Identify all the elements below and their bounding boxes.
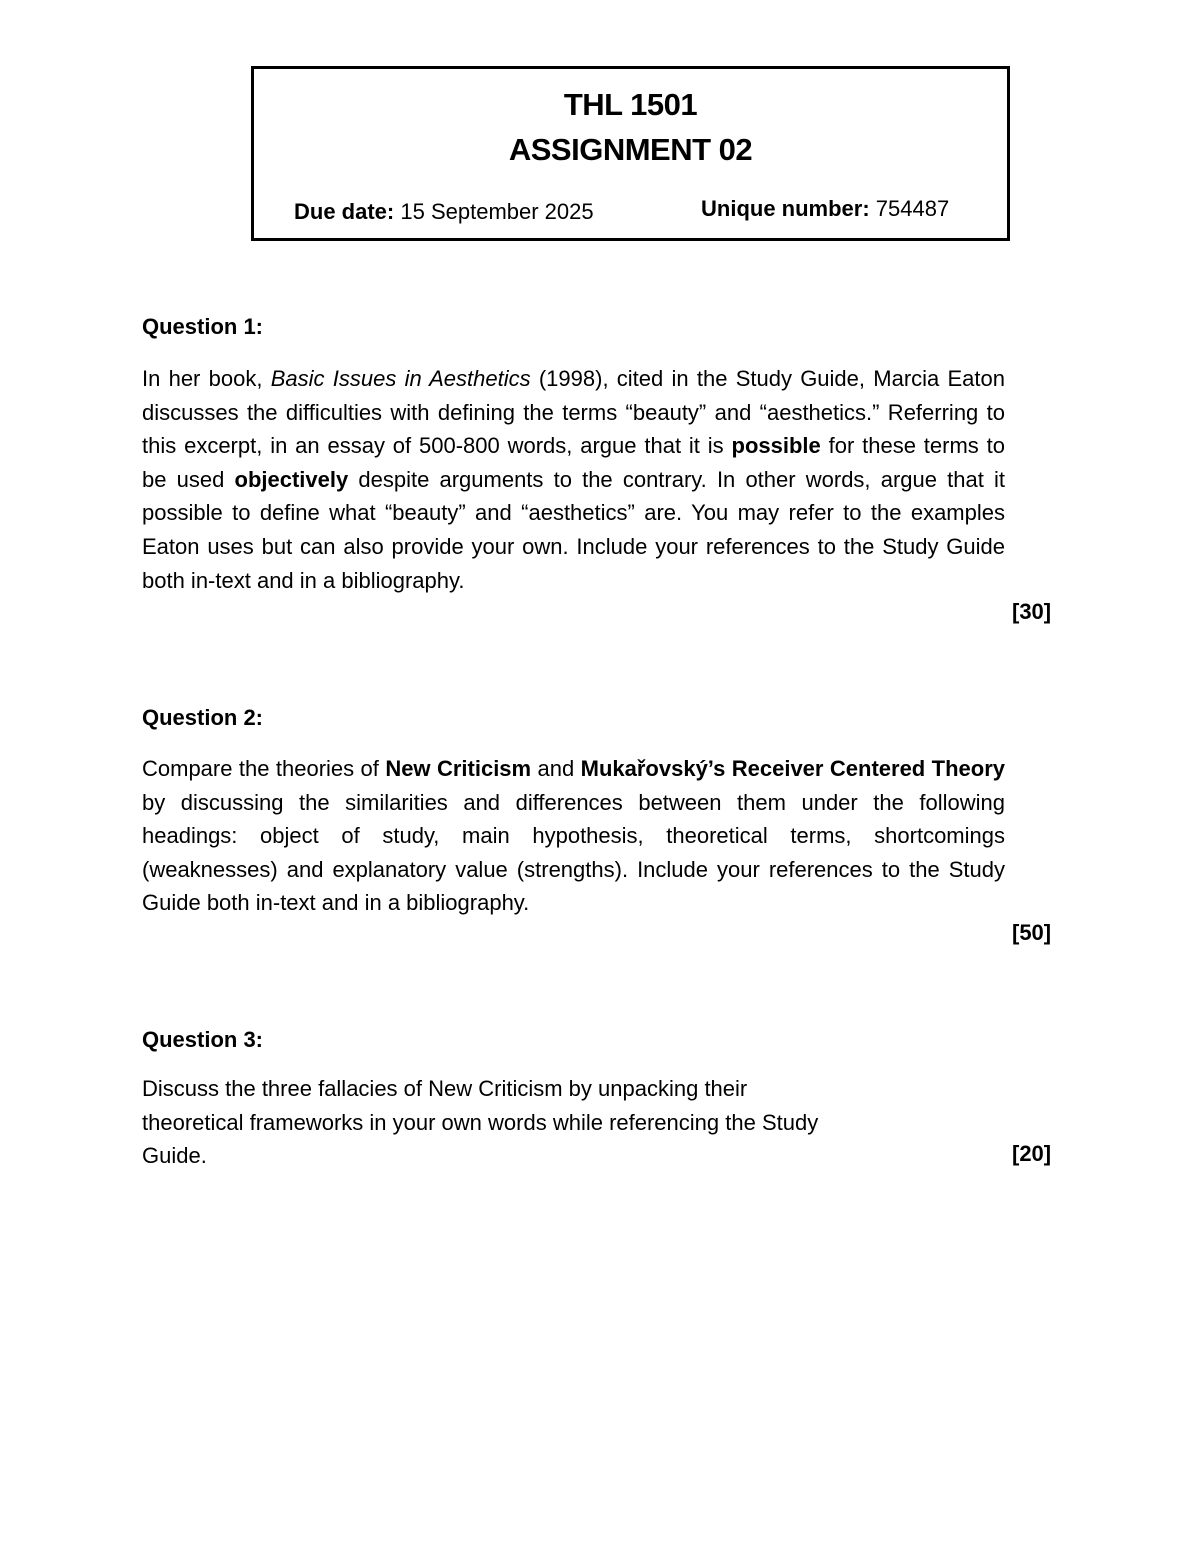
question-2-text — [142, 752, 1005, 920]
due-date-label: Due date: — [294, 199, 395, 224]
q1-text-2: (1998), cited in the Study Guide, Marcia Eaton discusses the difficulties with defining the terms “beauty” and “aesthetics.” Referring to this excerpt, in an essay of 500-800 words, argue that it is — [142, 366, 1006, 459]
question-1-title: Question 1: — [142, 314, 264, 339]
assignment-header-box — [251, 66, 1010, 241]
due-date-value: 15 September 2025 — [394, 199, 594, 224]
q1-text-3: for these terms to be used — [142, 433, 1005, 492]
q3-line-2: theoretical frameworks in your own words while referencing the Study — [142, 1109, 819, 1135]
unique-number-label: Unique number: — [701, 196, 870, 221]
q1-bold-possible: possible — [731, 433, 821, 459]
question-2-marks: [50] — [1012, 920, 1052, 945]
q2-bold-new-criticism: New Criticism — [385, 756, 532, 781]
question-3-title: Question 3: — [142, 1027, 264, 1052]
assignment-title: ASSIGNMENT 02 — [508, 132, 753, 167]
question-2-title: Question 2: — [142, 705, 264, 730]
q2-bold-receiver-theory: Mukařovský’s Receiver Centered Theory — [580, 756, 1005, 781]
q3-line-1: Discuss the three fallacies of New Criticism by unpacking their — [142, 1076, 748, 1101]
course-code: THL 1501 — [563, 87, 698, 122]
unique-number — [701, 196, 949, 222]
q3-line-3: Guide. — [142, 1143, 207, 1169]
question-3-text — [142, 1072, 1005, 1173]
question-1-marks: [30] — [1012, 599, 1052, 624]
due-date — [294, 199, 594, 225]
q2-text-1: Compare the theories of — [142, 756, 386, 781]
q1-text-1: In her book, — [142, 366, 271, 391]
question-3-marks: [20] — [1012, 1141, 1052, 1166]
q2-text-3: by discussing the similarities and differences between them under the following headings: object of study, main hypothesis, theoretical terms, shortcomings (weaknesses) and explanatory value (strengths). Include your references to the Study Guide both in-text and in a bibliography. — [142, 789, 1005, 916]
q1-book-title: Basic Issues in Aesthetics — [270, 366, 531, 391]
q2-text-2: and — [531, 756, 581, 781]
q1-text-4: despite arguments to the contrary. In other words, argue that it possible to define what “beauty” and “aesthetics” are. You may refer to the examples Eaton uses but can also provide your own. Include your references to the Study Guide both in-text and in a bibliography. — [142, 466, 1005, 593]
unique-number-value: 754487 — [869, 196, 950, 221]
q1-bold-objectively: objectively — [234, 466, 349, 492]
question-1-text — [142, 362, 1005, 597]
